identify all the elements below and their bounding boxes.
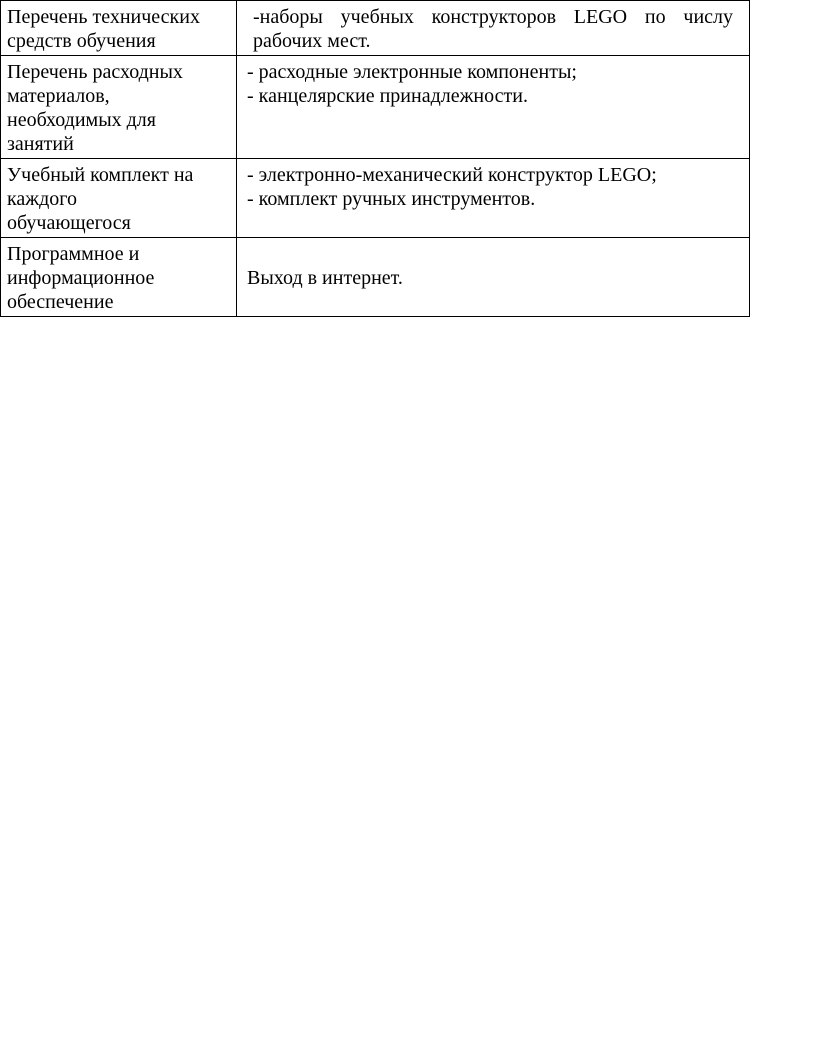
table-row bbox=[1, 159, 750, 238]
table-row bbox=[1, 238, 750, 317]
row-value-cell bbox=[237, 56, 750, 159]
row-label-line: информационное bbox=[7, 267, 155, 289]
row-label-line: занятий bbox=[7, 133, 74, 155]
row-value-line: рабочих мест. bbox=[253, 30, 371, 52]
table-row bbox=[1, 56, 750, 159]
row-label-line: Перечень технических bbox=[7, 6, 200, 28]
row-label-line: обеспечение bbox=[7, 291, 114, 313]
row-value-line: Выход в интернет. bbox=[247, 267, 403, 289]
row-label-cell bbox=[1, 1, 237, 56]
row-label-line: Перечень расходных bbox=[7, 61, 183, 83]
row-value-cell bbox=[237, 238, 750, 317]
row-label-line: материалов, bbox=[7, 85, 110, 107]
row-label-line: каждого bbox=[7, 188, 77, 210]
row-value-line: - канцелярские принадлежности. bbox=[247, 85, 528, 107]
resources-table bbox=[0, 0, 750, 317]
row-value-cell bbox=[237, 1, 750, 56]
row-label-cell bbox=[1, 238, 237, 317]
row-label-line: необходимых для bbox=[7, 109, 156, 131]
row-value-line: - комплект ручных инструментов. bbox=[247, 188, 536, 210]
row-value-line: -наборы учебных конструкторов LEGO по числу bbox=[253, 6, 733, 28]
row-label-cell bbox=[1, 56, 237, 159]
row-label-line: Программное и bbox=[7, 243, 140, 265]
row-label-cell bbox=[1, 159, 237, 238]
row-label-line: обучающегося bbox=[7, 212, 131, 234]
row-value-cell bbox=[237, 159, 750, 238]
row-label-line: средств обучения bbox=[7, 30, 156, 52]
table-row bbox=[1, 1, 750, 56]
row-label-line: Учебный комплект на bbox=[7, 164, 194, 186]
row-value-line: - расходные электронные компоненты; bbox=[247, 61, 577, 83]
row-value-line: - электронно-механический конструктор LEGO; bbox=[247, 164, 657, 186]
